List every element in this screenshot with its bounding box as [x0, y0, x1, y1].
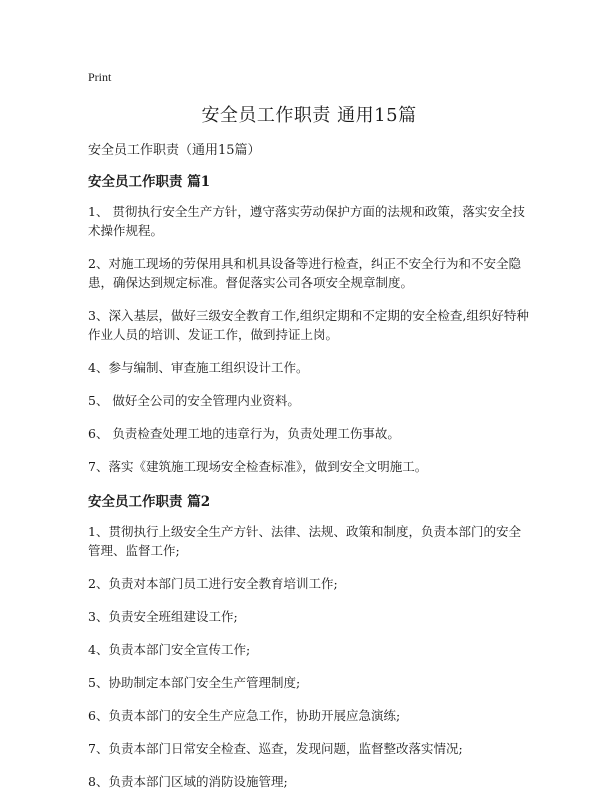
document-subtitle: 安全员工作职责（通用15篇）: [88, 143, 261, 158]
list-item: 2、对施工现场的劳保用具和机具设备等进行检查，纠正不安全行为和不安全隐患，确保达到规定标准。督促落实公司各项安全规章制度。: [88, 256, 521, 290]
section-2: [88, 490, 530, 791]
list-item: 5、协助制定本部门安全生产管理制度;: [88, 675, 301, 690]
list-item: 5、 做好全公司的安全管理内业资料。: [88, 393, 300, 408]
list-item: 1、 贯彻执行安全生产方针，遵守落实劳动保护方面的法规和政策，落实安全技术操作规程。: [88, 204, 525, 238]
list-item: 6、负责本部门的安全生产应急工作，协助开展应急演练;: [88, 708, 401, 723]
list-item: 3、负责安全班组建设工作;: [88, 609, 238, 624]
list-item: 6、 负责检查处理工地的违章行为，负责处理工伤事故。: [88, 426, 400, 441]
list-item: 7、落实《建筑施工现场安全检查标准》，做到安全文明施工。: [88, 459, 428, 474]
list-item: 2、负责对本部门员工进行安全教育培训工作;: [88, 576, 338, 591]
list-item: 7、负责本部门日常安全检查、巡查，发现问题，监督整改落实情况;: [88, 741, 463, 756]
list-item: 3、深入基层，做好三级安全教育工作,组织定期和不定期的安全检查,组织好特种作业人员的培训、发证工作，做到持证上岗。: [88, 308, 529, 342]
list-item: 4、参与编制、审查施工组织设计工作。: [88, 360, 309, 375]
page-title: 安全员工作职责 通用15篇: [201, 105, 417, 126]
list-item: 8、负责本部门区域的消防设施管理;: [88, 774, 288, 789]
section-heading: 安全员工作职责 篇2: [88, 494, 211, 510]
section-heading: 安全员工作职责 篇1: [88, 174, 211, 190]
section-1: [88, 170, 530, 476]
list-item: 1、贯彻执行上级安全生产方针、法律、法规、政策和制度，负责本部门的安全管理、监督工作;: [88, 524, 521, 558]
list-item: 4、负责本部门安全宣传工作;: [88, 642, 251, 657]
print-link[interactable]: Print: [88, 70, 112, 84]
